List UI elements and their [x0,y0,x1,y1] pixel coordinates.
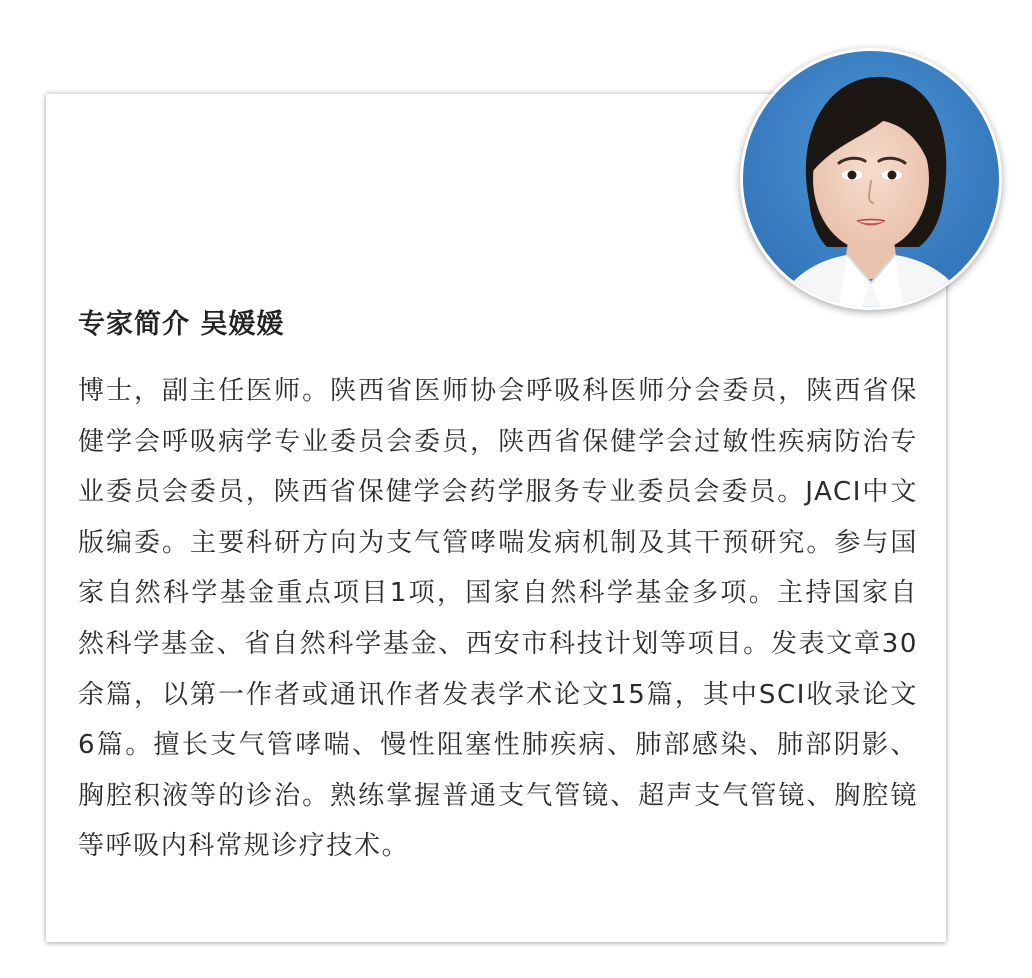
avatar-frame [740,48,1002,310]
profile-heading: 专家简介 吴媛媛 [78,309,285,340]
portrait-photo [743,51,999,307]
profile-bio: 博士，副主任医师。陕西省医师协会呼吸科医师分会委员，陕西省保健学会呼吸病学专业委员会委员，陕西省保健学会过敏性疾病防治专业委员会委员，陕西省保健学会药学服务专业委员会委员。JACI中文版编委。主要科研方向为支气管哮喘发病机制及其干预研究。参与国家自然科学基金重点项目1项，国家自然科学基金多项。主持国家自然科学基金、省自然科学基金、西安市科技计划等项目。发表文章30余篇，以第一作者或通讯作者发表学术论文15篇，其中SCI收录论文6篇。擅长支气管哮喘、慢性阻塞性肺疾病、肺部感染、肺部阴影、胸腔积液等的诊治。熟练掌握普通支气管镜、超声支气管镜、胸腔镜等呼吸内科常规诊疗技术。 [78,376,918,862]
avatar [743,51,999,307]
